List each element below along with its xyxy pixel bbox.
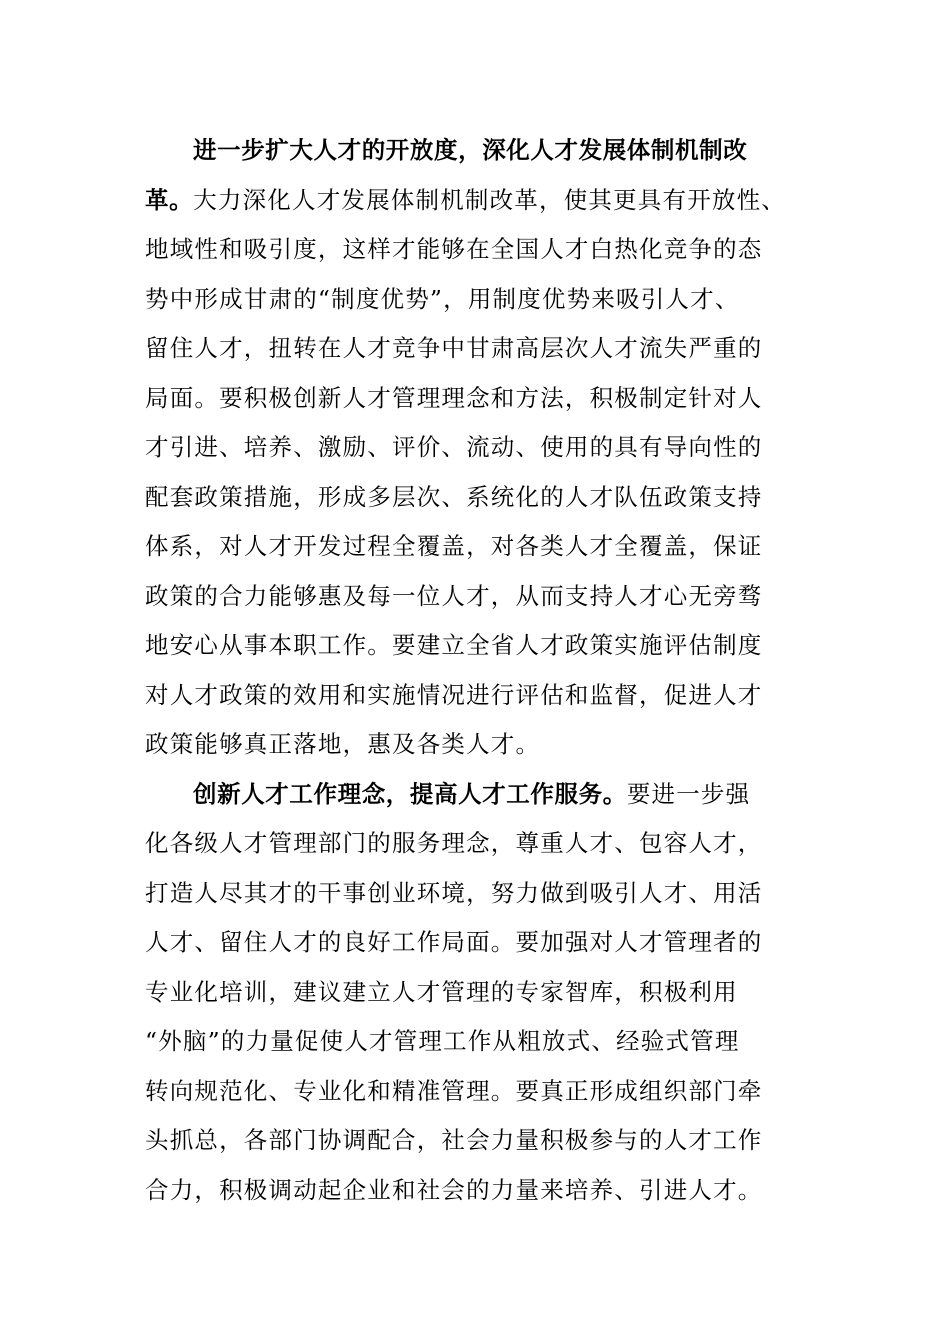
- paragraph-line: [145, 126, 810, 176]
- body-text: 人才、留住人才的良好工作局面。要加强对人才管理者的: [145, 928, 763, 956]
- body-text: 专业化培训，建议建立人才管理的专家智库，积极利用: [145, 977, 738, 1006]
- paragraph-line: [145, 324, 810, 374]
- paragraph-line: [145, 374, 810, 424]
- body-text: 对人才政策的效用和实施情况进行评估和监督，促进人才: [145, 680, 763, 709]
- body-text: 才引进、培养、激励、评价、流动、使用的具有导向性的: [145, 433, 763, 461]
- body-text: 留住人才，扭转在人才竞争中甘肃高层次人才流失严重的: [145, 334, 763, 362]
- paragraph-line: [145, 671, 810, 721]
- body-text: 政策能够真正落地，惠及各类人才。: [145, 730, 541, 758]
- paragraph-line: [145, 1166, 810, 1216]
- paragraph-1: [145, 126, 810, 770]
- paragraph-line: [145, 225, 810, 275]
- body-text: 地安心从事本职工作。要建立全省人才政策实施评估制度: [145, 631, 763, 659]
- bold-heading-text: 创新人才工作理念，提高人才工作服务。: [193, 779, 627, 808]
- paragraph-line: [145, 720, 810, 770]
- body-text: 头抓总，各部门协调配合，社会力量积极参与的人才工作: [145, 1126, 763, 1154]
- paragraph-2: [145, 770, 810, 1216]
- body-text: 打造人尽其才的干事创业环境，努力做到吸引人才、用活: [145, 878, 763, 907]
- bold-heading-text: 进一步扩大人才的开放度，深化人才发展体制机制改: [193, 136, 748, 164]
- paragraph-line: [145, 968, 810, 1018]
- paragraph-line: [145, 918, 810, 968]
- document-body: [145, 126, 810, 1215]
- paragraph-line: [145, 473, 810, 523]
- paragraph-line: [145, 869, 810, 919]
- paragraph-line: [145, 572, 810, 622]
- paragraph-line: [145, 423, 810, 473]
- body-text: 转向规范化、专业化和精准管理。要真正形成组织部门牵: [145, 1076, 763, 1105]
- paragraph-line: [145, 1116, 810, 1166]
- body-text: 局面。要积极创新人才管理理念和方法，积极制定针对人: [145, 383, 763, 412]
- body-text: 化各级人才管理部门的服务理念，尊重人才、包容人才，: [145, 829, 763, 857]
- paragraph-line: [145, 621, 810, 671]
- body-text: 势中形成甘肃的“制度优势”，用制度优势来吸引人才、: [145, 284, 740, 313]
- paragraph-line: [145, 1017, 810, 1067]
- body-text: 政策的合力能够惠及每一位人才，从而支持人才心无旁骛: [145, 581, 763, 610]
- body-text: 要进一步强: [626, 779, 751, 808]
- paragraph-line: [145, 275, 810, 325]
- paragraph-line: [145, 770, 810, 820]
- paragraph-line: [145, 819, 810, 869]
- paragraph-line: [145, 176, 810, 226]
- paragraph-line: [145, 522, 810, 572]
- body-text: “外脑”的力量促使人才管理工作从粗放式、经验式管理: [145, 1027, 740, 1055]
- paragraph-line: [145, 1067, 810, 1117]
- body-text: 地域性和吸引度，这样才能够在全国人才白热化竞争的态: [145, 235, 763, 263]
- body-text: 配套政策措施，形成多层次、系统化的人才队伍政策支持: [145, 482, 763, 511]
- body-text: 体系，对人才开发过程全覆盖，对各类人才全覆盖，保证: [145, 532, 763, 560]
- bold-heading-text: 革。: [145, 185, 194, 214]
- body-text: 合力，积极调动起企业和社会的力量来培养、引进人才。: [145, 1175, 763, 1204]
- body-text: 大力深化人才发展体制机制改革，使其更具有开放性、: [193, 185, 787, 214]
